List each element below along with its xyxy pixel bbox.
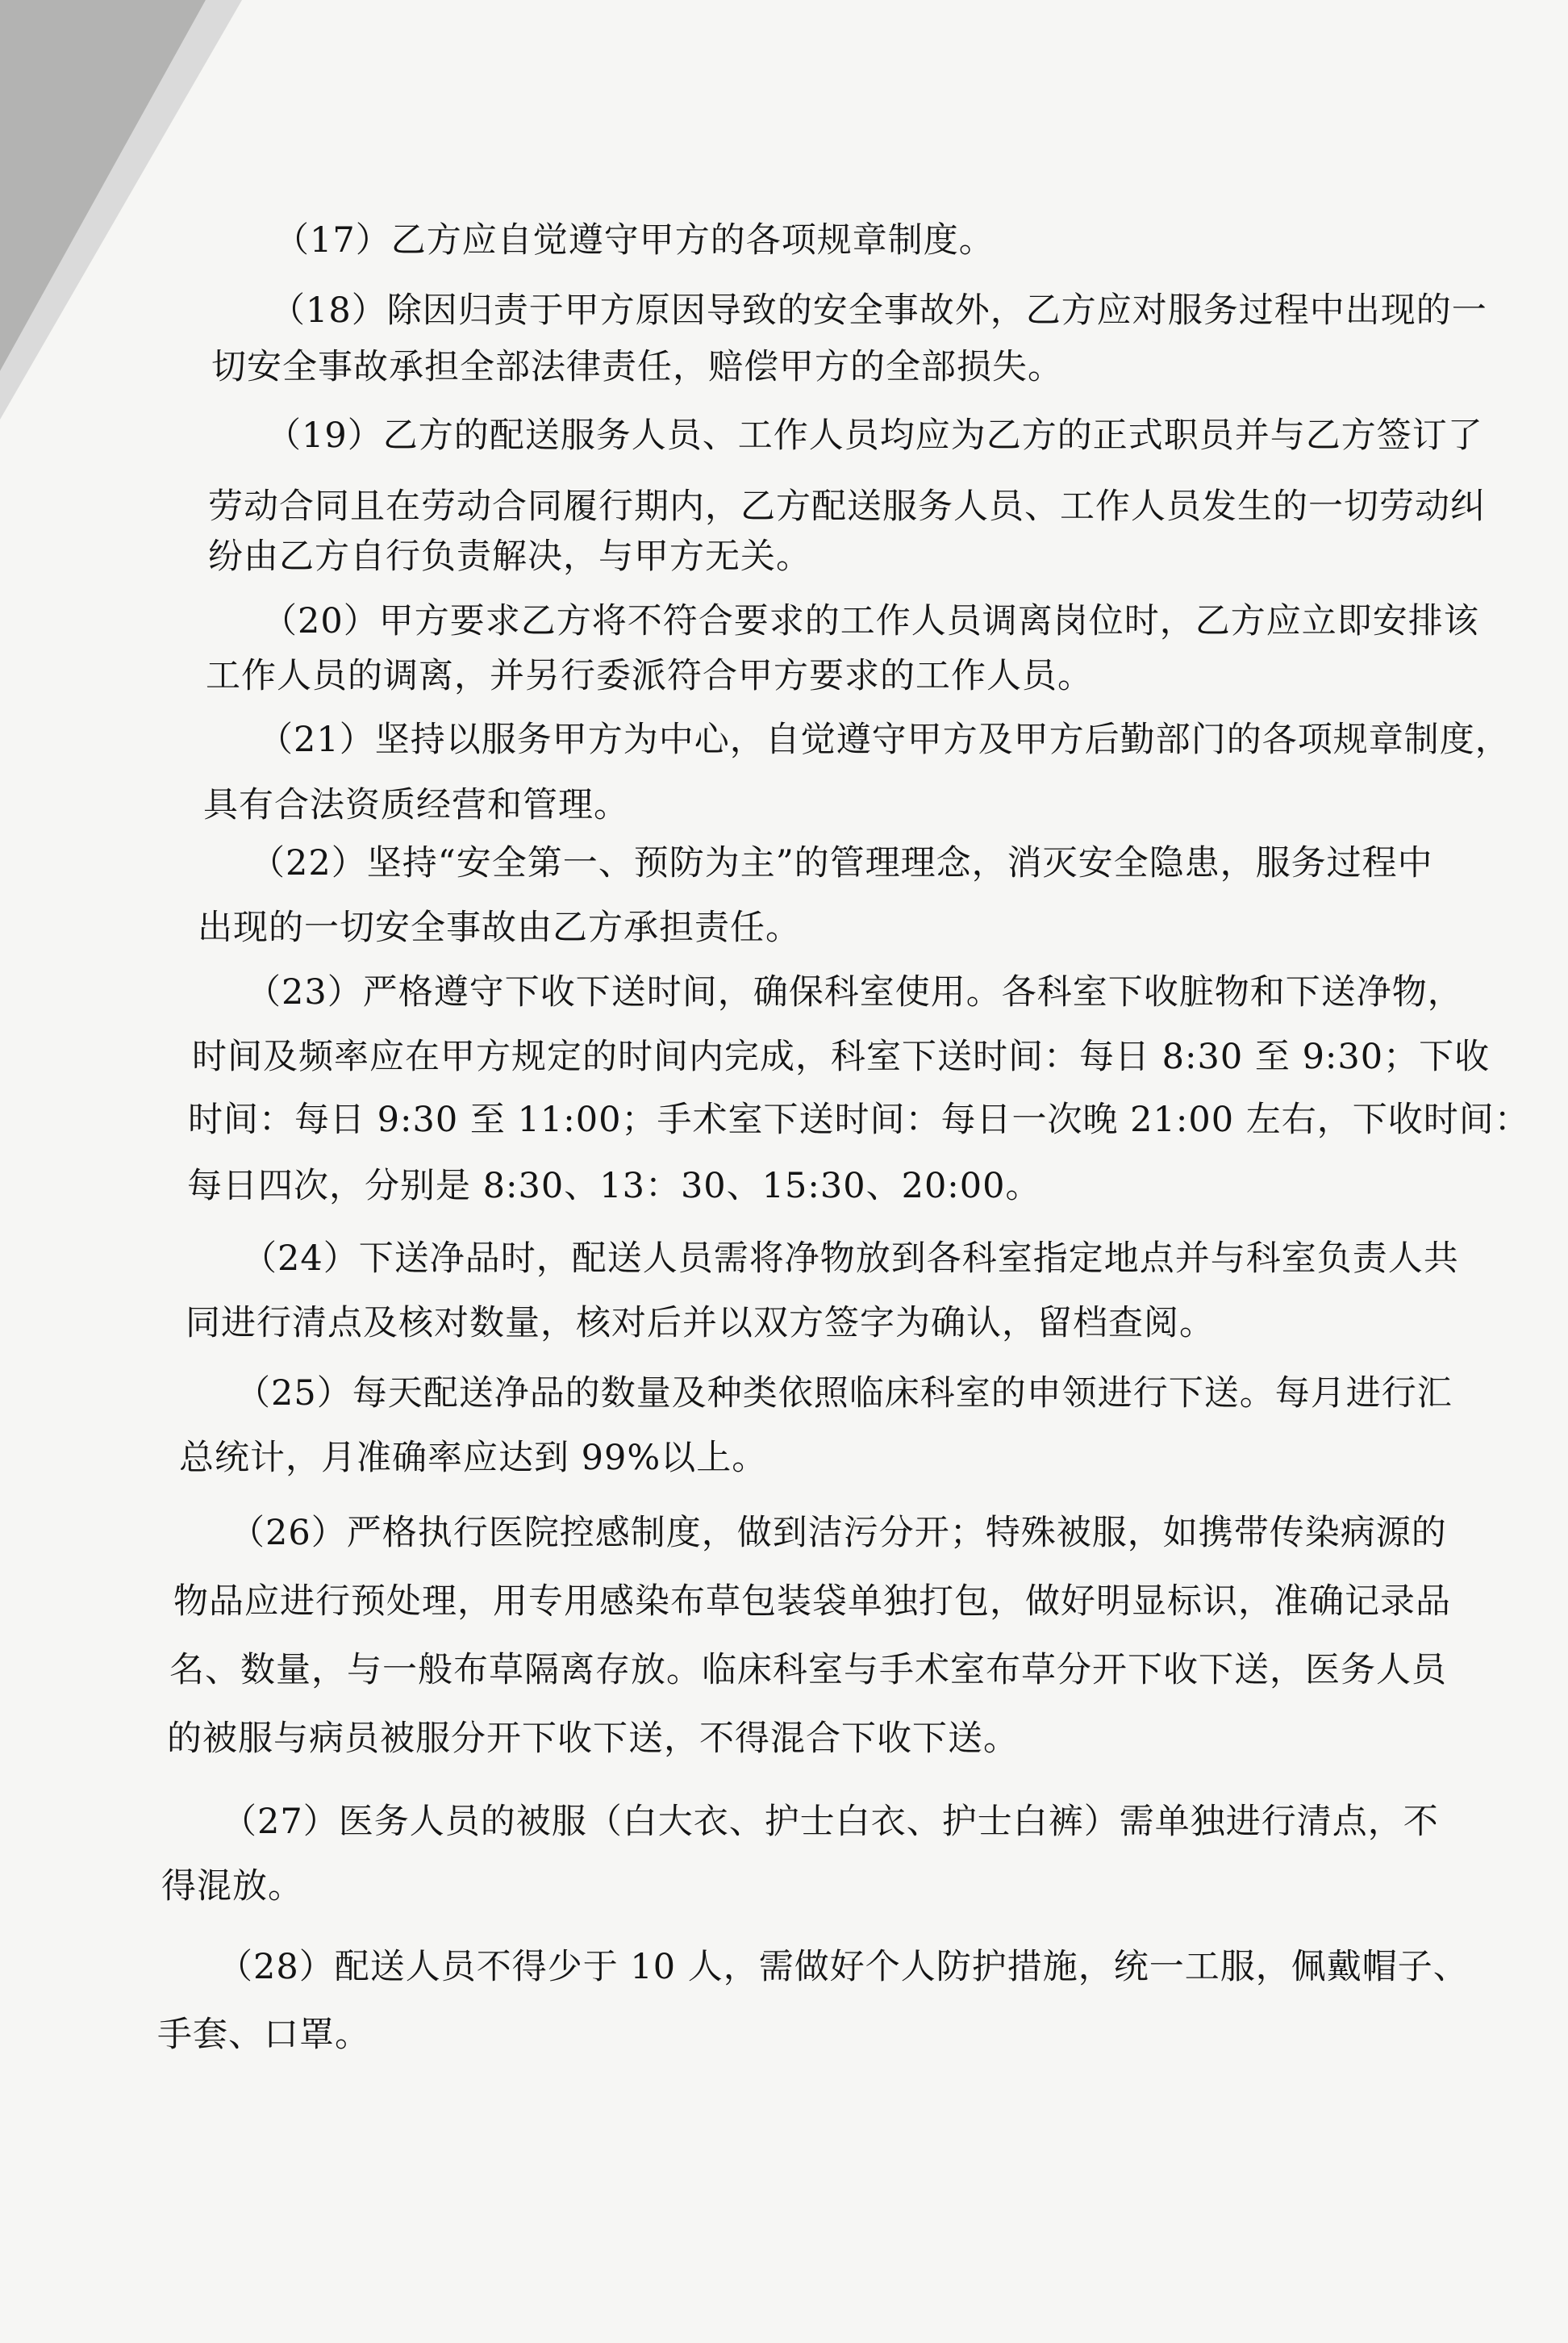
clause-22-line-2: 出现的一切安全事故由乙方承担责任。	[198, 908, 801, 948]
clause-19-line-3: 纷由乙方自行负责解决，与甲方无关。	[208, 537, 811, 577]
clause-26-line-3: 名、数量，与一般布草隔离存放。临床科室与手术室布草分开下收下送，医务人员	[169, 1650, 1447, 1690]
clause-23-line-3: 时间：每日 9:30 至 11:00；手术室下送时间：每日一次晚 21:00 左右，下收时间：	[188, 1100, 1530, 1140]
clause-25-line-1: （25）每天配送净品的数量及种类依照临床科室的申领进行下送。每月进行汇	[236, 1373, 1453, 1414]
clause-25-line-2: 总统计，月准确率应达到 99%以上。	[179, 1438, 768, 1478]
clause-21-line-1: （21）坚持以服务甲方为中心，自觉遵守甲方及甲方后勤部门的各项规章制度，	[258, 720, 1511, 760]
clause-28-line-2: 手套、口罩。	[157, 2015, 370, 2055]
clause-27-line-2: 得混放。	[161, 1866, 303, 1907]
clause-19-line-2: 劳动合同且在劳动合同履行期内，乙方配送服务人员、工作人员发生的一切劳动纠	[208, 487, 1486, 527]
clause-18-line-2: 切安全事故承担全部法律责任，赔偿甲方的全部损失。	[211, 347, 1063, 387]
clause-20-line-2: 工作人员的调离，并另行委派符合甲方要求的工作人员。	[206, 656, 1093, 696]
clause-17-line-1: （17）乙方应自觉遵守甲方的各项规章制度。	[274, 220, 995, 261]
clause-26-line-4: 的被服与病员被服分开下收下送，不得混合下收下送。	[167, 1719, 1019, 1759]
clause-21-line-2: 具有合法资质经营和管理。	[203, 785, 629, 825]
clause-24-line-2: 同进行清点及核对数量，核对后并以双方签字为确认，留档查阅。	[186, 1303, 1215, 1343]
clause-27-line-1: （27）医务人员的被服（白大衣、护士白衣、护士白裤）需单独进行清点，不	[222, 1802, 1439, 1842]
clause-19-line-1: （19）乙方的配送服务人员、工作人员均应为乙方的正式职员并与乙方签订了	[266, 416, 1483, 456]
clause-26-line-2: 物品应进行预处理，用专用感染布草包装袋单独打包，做好明显标识，准确记录品	[173, 1581, 1451, 1622]
clause-20-line-1: （20）甲方要求乙方将不符合要求的工作人员调离岗位时，乙方应立即安排该	[262, 601, 1479, 641]
clause-28-line-1: （28）配送人员不得少于 10 人，需做好个人防护措施，统一工服，佩戴帽子、	[218, 1947, 1469, 1987]
clause-23-line-2: 时间及频率应在甲方规定的时间内完成，科室下送时间：每日 8:30 至 9:30；下收	[192, 1037, 1491, 1077]
clause-22-line-1: （22）坚持“安全第一、预防为主”的管理理念，消灭安全隐患，服务过程中	[250, 843, 1433, 883]
clause-24-line-1: （24）下送净品时，配送人员需将净物放到各科室指定地点并与科室负责人共	[242, 1238, 1459, 1279]
clause-23-line-1: （23）严格遵守下收下送时间，确保科室使用。各科室下收脏物和下送净物，	[246, 972, 1463, 1013]
clause-18-line-1: （18）除因归责于甲方原因导致的安全事故外，乙方应对服务过程中出现的一	[270, 290, 1487, 331]
clause-26-line-1: （26）严格执行医院控感制度，做到洁污分开；特殊被服，如携带传染病源的	[230, 1513, 1447, 1553]
clause-23-line-4: 每日四次，分别是 8:30、13：30、15:30、20:00。	[187, 1166, 1041, 1206]
